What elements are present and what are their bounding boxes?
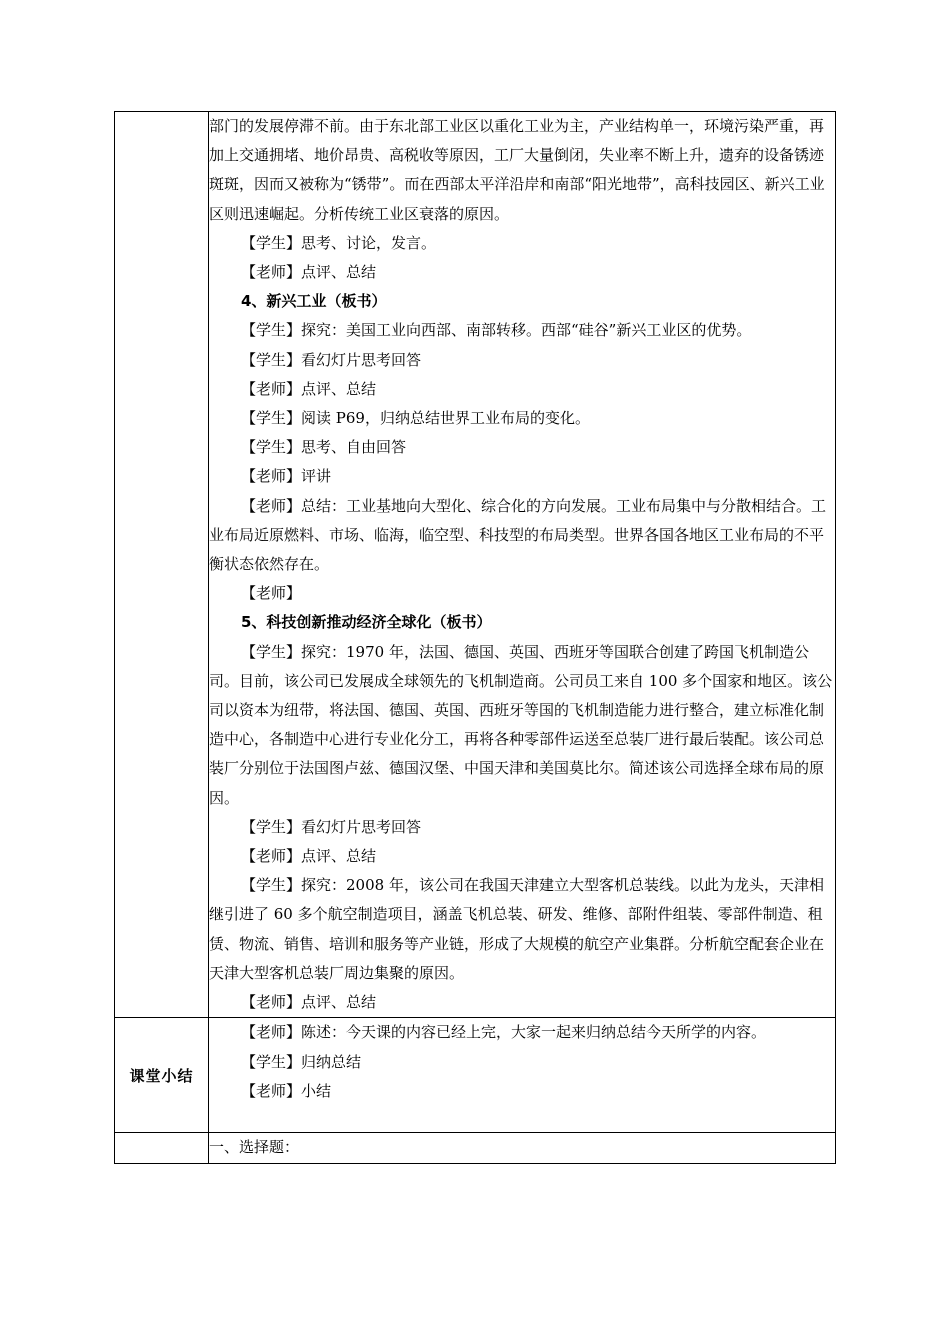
content-cell	[209, 1133, 836, 1163]
paragraph: 【学生】归纳总结	[241, 1052, 362, 1071]
content-cell	[209, 112, 836, 1018]
paragraph: 【老师】总结：工业基地向大型化、综合化的方向发展。工业布局集中与分散相结合。工业布局近原燃料、市场、临海，临空型、科技型的布局类型。世界各国各地区工业布局的不平衡状态依然存在。	[209, 496, 827, 574]
lesson-plan-table	[114, 111, 836, 1164]
paragraph: 【学生】看幻灯片思考回答	[241, 817, 422, 836]
row-label-class-summary: 课堂小结	[129, 1066, 194, 1085]
paragraph: 【学生】探究：2008 年，该公司在我国天津建立大型客机总装线。以此为龙头，天津相继引进了 60 多个航空制造项目，涵盖飞机总装、研发、维修、部附件组装、零部件制造、租赁、物流、销售、培训和服务等产业链，形成了大规模的航空产业集群。分析航空配套企业在天津大型客机总装厂周边集聚的原因。	[209, 876, 825, 982]
table-row	[115, 1133, 836, 1163]
row-label-cell	[115, 1018, 209, 1133]
paragraph: 【学生】阅读 P69，归纳总结世界工业布局的变化。	[241, 409, 590, 428]
row-label-cell	[115, 1133, 209, 1163]
section-heading: 4、新兴工业（板书）	[241, 292, 387, 311]
paragraph: 【老师】	[241, 584, 302, 603]
paragraph: 【老师】点评、总结	[241, 379, 377, 398]
paragraph: 【学生】探究：美国工业向西部、南部转移。西部“硅谷”新兴工业区的优势。	[241, 321, 752, 340]
paragraph-list	[209, 1133, 835, 1162]
table-row	[115, 112, 836, 1018]
paragraph: 【老师】小结	[241, 1081, 332, 1100]
content-cell	[209, 1018, 836, 1133]
section-heading: 5、科技创新推动经济全球化（板书）	[241, 613, 492, 632]
paragraph-list	[209, 112, 835, 1017]
paragraph: 【老师】点评、总结	[241, 263, 377, 282]
paragraph: 【老师】点评、总结	[241, 847, 377, 866]
paragraph: 【学生】思考、讨论，发言。	[241, 233, 437, 252]
paragraph: 部门的发展停滞不前。由于东北部工业区以重化工业为主，产业结构单一，环境污染严重，再加上交通拥堵、地价昂贵、高税收等原因，工厂大量倒闭，失业率不断上升，遗弃的设备锈迹斑斑，因而又被称为“锈带”。而在西部太平洋沿岸和南部“阳光地带”，高科技园区、新兴工业区则迅速崛起。分析传统工业区衰落的原因。	[209, 117, 825, 223]
paragraph: 一、选择题：	[209, 1138, 300, 1157]
row-label-cell	[115, 112, 209, 1018]
paragraph: 【学生】思考、自由回答	[241, 438, 407, 457]
paragraph: 【老师】评讲	[241, 467, 332, 486]
paragraph: 【学生】看幻灯片思考回答	[241, 350, 422, 369]
table-row	[115, 1018, 836, 1133]
paragraph: 【老师】陈述：今天课的内容已经上完，大家一起来归纳总结今天所学的内容。	[241, 1023, 767, 1042]
paragraph-list	[209, 1018, 835, 1106]
paragraph: 【老师】点评、总结	[241, 993, 377, 1012]
paragraph: 【学生】探究：1970 年，法国、德国、英国、西班牙等国联合创建了跨国飞机制造公司。目前，该公司已发展成全球领先的飞机制造商。公司员工来自 100 多个国家和地区。该公司以资本为纽带，将法国、德国、英国、西班牙等国的飞机制造能力进行整合，建立标准化制造中心，各制造中心进行专业化分工，再将各种零部件运送至总装厂进行最后装配。该公司总装厂分别位于法国图卢兹、德国汉堡、中国天津和美国莫比尔。简述该公司选择全球布局的原因。	[209, 642, 833, 807]
